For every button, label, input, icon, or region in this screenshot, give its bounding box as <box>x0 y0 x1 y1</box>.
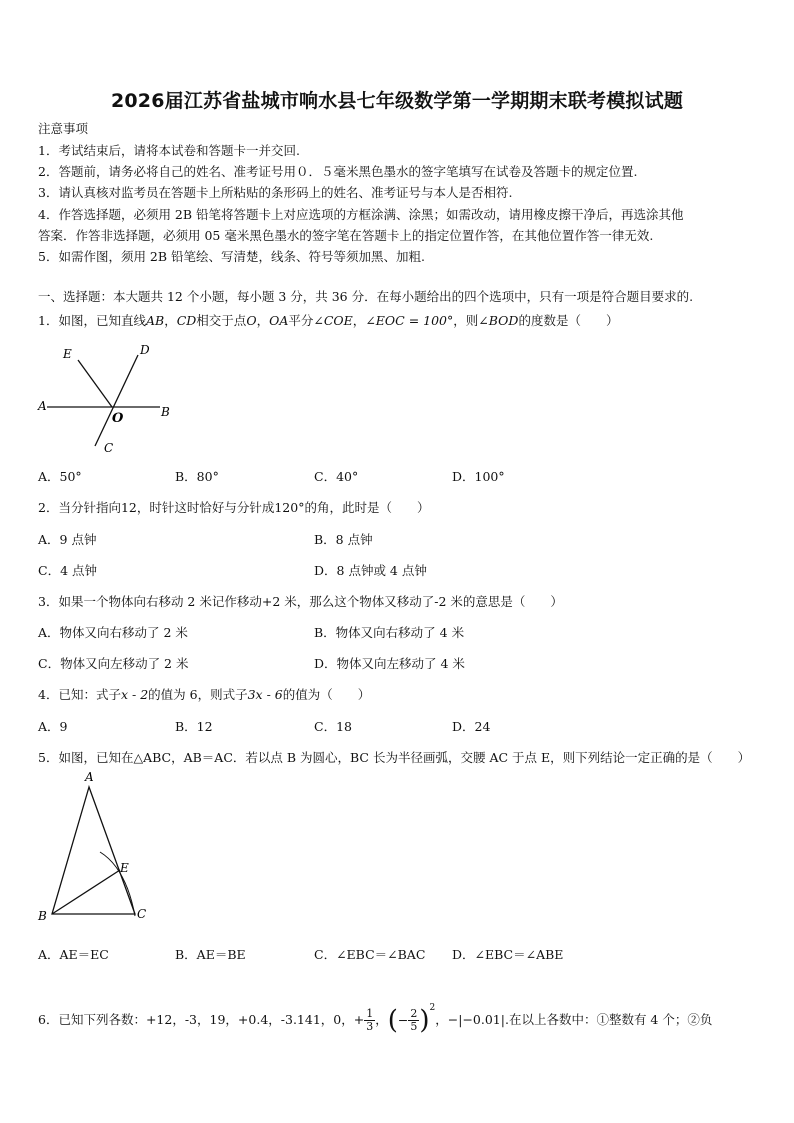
q3-option-a[interactable]: A．物体又向右移动了 2 米 <box>38 625 188 640</box>
q6-exponent: 2 <box>429 1003 436 1013</box>
q6-math: ，−|−0.01| <box>435 1012 505 1027</box>
q1-option-d[interactable]: D．100° <box>452 469 505 484</box>
fig5-label-e: E <box>120 861 129 875</box>
q1-text: 平分 <box>288 313 314 328</box>
q4-option-d[interactable]: D．24 <box>452 719 491 734</box>
q6-power: ( <box>387 1005 398 1036</box>
q3-option-c[interactable]: C．物体又向左移动了 2 米 <box>38 656 189 671</box>
q4-math: x - 2 <box>120 687 149 702</box>
q1-text: 相交于点 <box>196 313 247 328</box>
q1-math: ∠COE <box>313 313 353 328</box>
q1-math: ∠BOD <box>478 313 519 328</box>
q6-text: ， <box>375 1012 388 1027</box>
q4-option-c[interactable]: C．18 <box>314 719 352 734</box>
fraction-denominator: 5 <box>410 1020 418 1033</box>
q6-fraction-1 <box>364 1008 375 1033</box>
question-4-stem <box>38 687 370 703</box>
q4-math: 3x - 6 <box>247 687 283 702</box>
q1-text: ， <box>352 313 366 328</box>
q4-text: 的值为（ ） <box>282 687 371 702</box>
fig1-label-c: C <box>104 441 114 455</box>
q2-option-a[interactable]: A．9 点钟 <box>38 532 97 547</box>
q1-option-c[interactable]: C．40° <box>314 469 359 484</box>
fig1-label-d: D <box>140 343 150 357</box>
q1-text: ， <box>256 313 270 328</box>
notice-item: 5．如需作图，须用 2B 铅笔绘、写清楚，线条、符号等须加黑、加粗. <box>38 249 426 264</box>
q1-text: 1．如图，已知直线 <box>38 313 146 328</box>
q2-option-c[interactable]: C．4 点钟 <box>38 563 97 578</box>
notice-item: 2．答题前，请务必将自己的姓名、准考证号用０．５毫米黑色墨水的签字笔填写在试卷及答题卡的规定位置. <box>38 164 638 179</box>
q2-option-b[interactable]: B．8 点钟 <box>314 532 373 547</box>
q5-option-d[interactable]: D．∠EBC＝∠ABE <box>452 947 564 962</box>
q2-option-d[interactable]: D．8 点钟或 4 点钟 <box>314 563 427 578</box>
fraction-numerator: 2 <box>410 1007 418 1020</box>
q1-math: O <box>246 313 257 328</box>
notice-item: 3．请认真核对监考员在答题卡上所粘贴的条形码上的姓名、准考证号与本人是否相符. <box>38 185 513 200</box>
q1-option-b[interactable]: B．80° <box>175 469 219 484</box>
q6-text: 6．已知下列各数：+12，-3，19，+0.4，-3.141，0， <box>38 1012 354 1027</box>
q1-math: CD <box>176 313 197 328</box>
q5-option-c[interactable]: C．∠EBC＝∠BAC <box>314 947 426 962</box>
fig1-label-e: E <box>63 347 72 361</box>
q4-option-a[interactable]: A．9 <box>38 719 68 734</box>
q5-figure <box>34 768 154 928</box>
fig1-label-a: A <box>38 399 47 413</box>
question-3-stem: 3．如果一个物体向右移动 2 米记作移动+2 米，那么这个物体又移动了-2 米的意思是（ ） <box>38 594 563 609</box>
q6-text: .在以上各数中：①整数有 4 个；②负 <box>504 1012 713 1027</box>
notice-item: 答案．作答非选择题，必须用 05 毫米黑色墨水的签字笔在答题卡上的指定位置作答，在其他位置作答一律无效. <box>38 228 654 243</box>
q3-option-b[interactable]: B．物体又向右移动了 4 米 <box>314 625 465 640</box>
q5-option-a[interactable]: A．AE＝EC <box>38 947 109 962</box>
q1-math: ∠EOC = 100° <box>365 313 454 328</box>
q6-minus: − <box>397 1012 409 1028</box>
question-6-stem <box>38 990 713 1036</box>
fig1-label-b: B <box>161 405 170 419</box>
q4-option-b[interactable]: B．12 <box>175 719 213 734</box>
q1-math: OA <box>269 313 289 328</box>
q1-text: ，则 <box>453 313 479 328</box>
q1-text: 的度数是（ ） <box>518 313 619 328</box>
notice-item: 4．作答选择题，必须用 2B 铅笔将答题卡上对应选项的方框涂满、涂黑；如需改动，请用橡皮擦干净后，再选涂其他 <box>38 207 684 222</box>
q1-figure <box>36 338 176 458</box>
q1-option-a[interactable]: A．50° <box>38 469 82 484</box>
q3-option-d[interactable]: D．物体又向左移动了 4 米 <box>314 656 465 671</box>
q6-fraction-2 <box>408 1008 419 1033</box>
notice-item: 1．考试结束后，请将本试卷和答题卡一并交回. <box>38 143 300 158</box>
q6-sign: + <box>353 1012 365 1027</box>
section-heading: 一、选择题：本大题共 12 个小题，每小题 3 分，共 36 分．在每小题给出的四个选项中，只有一项是符合题目要求的. <box>38 289 694 304</box>
q6-power-close: ) <box>419 1005 430 1036</box>
fraction-numerator: 1 <box>366 1007 374 1020</box>
q1-text: ， <box>164 313 177 328</box>
fig1-label-o: O <box>112 411 124 426</box>
fig5-label-b: B <box>38 909 47 923</box>
q5-option-b[interactable]: B．AE＝BE <box>175 947 246 962</box>
q1-math: AB <box>145 313 165 328</box>
page-title: 2026届江苏省盐城市响水县七年级数学第一学期期末联考模拟试题 <box>110 90 684 112</box>
question-1-stem <box>38 313 618 329</box>
question-5-stem: 5．如图，已知在△ABC，AB＝AC．若以点 B 为圆心，BC 长为半径画弧，交腰 AC 于点 E，则下列结论一定正确的是（ ） <box>38 750 751 765</box>
q4-text: 的值为 6，则式子 <box>148 687 248 702</box>
fig5-label-c: C <box>137 907 147 921</box>
q4-text: 4．已知：式子 <box>38 687 121 702</box>
question-2-stem: 2．当分针指向12，时针这时恰好与分针成120°的角，此时是（ ） <box>38 500 430 515</box>
fig5-label-a: A <box>85 770 94 784</box>
notice-heading: 注意事项 <box>38 121 89 136</box>
fraction-denominator: 3 <box>366 1020 374 1033</box>
